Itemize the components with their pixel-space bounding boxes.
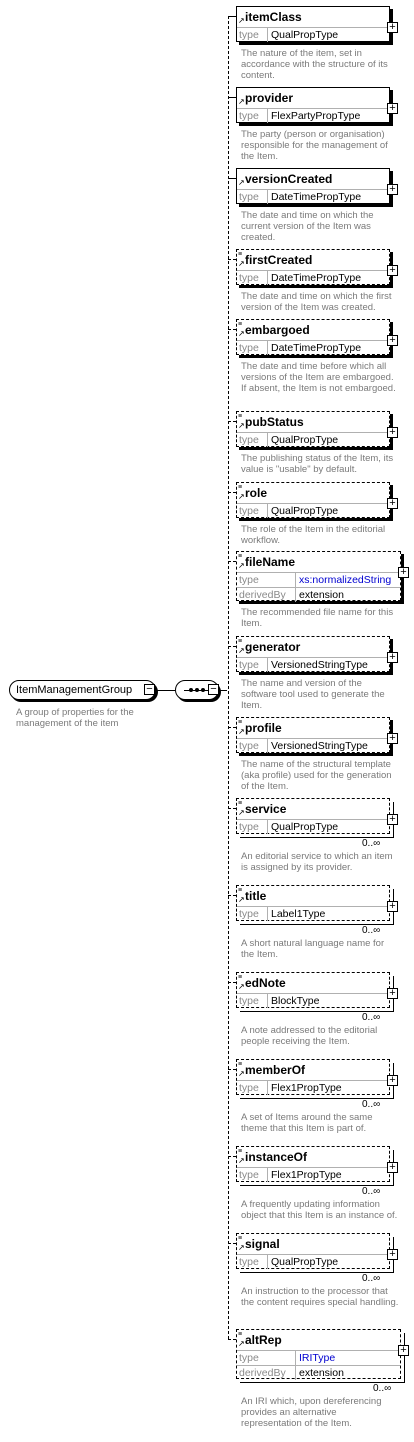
occurrence-label: 0..∞ — [362, 1099, 381, 1110]
element-role[interactable] — [236, 482, 390, 518]
element-connector — [228, 421, 236, 422]
type-label: type — [237, 433, 268, 447]
element-connector — [228, 561, 236, 562]
child-element-icon: ↗ — [238, 259, 245, 268]
element-connector — [228, 1243, 236, 1244]
element-description: An instruction to the processor that the content requires special handling. — [241, 1286, 399, 1308]
type-label: type — [237, 271, 268, 285]
expand-icon[interactable]: + — [387, 184, 398, 195]
expand-icon[interactable]: + — [387, 901, 398, 912]
optional-marker-icon: ≡ — [238, 800, 242, 807]
element-description: A short natural language name for the Item. — [241, 938, 385, 960]
child-element-icon: ↗ — [238, 16, 245, 25]
element-name: embargoed — [245, 323, 310, 337]
type-row — [237, 270, 389, 285]
derived-value: extension — [299, 1367, 344, 1379]
element-name: provider — [245, 91, 294, 105]
type-label: type — [237, 109, 268, 123]
child-element-icon: ↗ — [238, 561, 245, 570]
expand-icon[interactable]: + — [387, 652, 398, 663]
type-row — [237, 1167, 389, 1182]
element-description: A set of Items around the same theme that this Item is part of. — [241, 1112, 373, 1134]
child-element-icon: ↗ — [238, 727, 245, 736]
child-element-icon: ↗ — [238, 329, 245, 338]
type-value: DateTimePropType — [271, 342, 362, 354]
element-connector — [228, 727, 236, 728]
element-versionCreated[interactable] — [236, 168, 390, 204]
child-element-icon: ↗ — [238, 982, 245, 991]
type-label: type — [237, 739, 268, 753]
element-name: firstCreated — [245, 253, 313, 267]
type-row — [237, 340, 389, 355]
element-altRep[interactable] — [236, 1329, 401, 1379]
collapse-icon[interactable]: − — [144, 684, 155, 695]
element-fileName[interactable] — [236, 551, 401, 601]
optional-marker-icon: ≡ — [238, 413, 242, 420]
type-value: QualPropType — [271, 434, 339, 446]
optional-marker-icon: ≡ — [238, 251, 242, 258]
element-connector — [228, 1339, 236, 1340]
type-label: type — [237, 658, 268, 672]
child-element-icon: ↗ — [238, 1069, 245, 1078]
derived-row — [237, 1365, 400, 1380]
element-description: An IRI which, upon dereferencing provides an alternative representation of the Item. — [241, 1396, 382, 1429]
element-instanceOf[interactable] — [236, 1146, 390, 1182]
occurrence-label: 0..∞ — [362, 1273, 381, 1284]
element-edNote[interactable] — [236, 972, 390, 1008]
optional-marker-icon: ≡ — [238, 321, 242, 328]
child-element-icon: ↗ — [238, 1156, 245, 1165]
occurrence-label: 0..∞ — [362, 838, 381, 849]
expand-icon[interactable]: + — [387, 988, 398, 999]
expand-icon[interactable]: + — [387, 427, 398, 438]
element-connector — [228, 16, 236, 17]
type-label: type — [237, 573, 296, 587]
element-profile[interactable] — [236, 717, 390, 753]
element-itemClass[interactable] — [236, 6, 390, 42]
element-generator[interactable] — [236, 636, 390, 672]
element-description: A note addressed to the editorial people receiving the Item. — [241, 1025, 378, 1047]
group-node[interactable] — [9, 680, 156, 700]
element-service[interactable] — [236, 798, 390, 834]
element-description: The date and time on which the current version of the Item was created. — [241, 210, 374, 243]
derived-label: derivedBy — [237, 1366, 296, 1380]
element-connector — [228, 492, 236, 493]
optional-marker-icon: ≡ — [238, 1148, 242, 1155]
child-element-icon: ↗ — [238, 1243, 245, 1252]
element-connector — [228, 1156, 236, 1157]
expand-icon[interactable]: + — [387, 103, 398, 114]
child-element-icon: ↗ — [238, 1339, 245, 1348]
element-description: The date and time on which the first version of the Item was created. — [241, 291, 392, 313]
optional-marker-icon: ≡ — [238, 553, 242, 560]
type-row — [237, 738, 389, 753]
type-value: DateTimePropType — [271, 191, 362, 203]
optional-marker-icon: ≡ — [238, 974, 242, 981]
element-embargoed[interactable] — [236, 319, 390, 355]
type-label: type — [237, 907, 268, 921]
optional-marker-icon: ≡ — [238, 484, 242, 491]
type-row — [237, 572, 400, 587]
expand-icon[interactable]: + — [387, 1162, 398, 1173]
derived-row — [237, 587, 400, 602]
type-row — [237, 27, 389, 42]
type-row — [237, 432, 389, 447]
type-row — [237, 993, 389, 1008]
element-connector — [228, 1069, 236, 1070]
derived-value: extension — [299, 589, 344, 601]
element-name: service — [245, 802, 287, 816]
expand-icon[interactable]: + — [387, 265, 398, 276]
type-row — [237, 503, 389, 518]
element-description: The role of the Item in the editorial workflow. — [241, 524, 386, 546]
occurrence-label: 0..∞ — [373, 1383, 392, 1394]
element-name: altRep — [245, 1333, 282, 1347]
element-connector — [228, 178, 236, 179]
type-label: type — [237, 1255, 268, 1269]
type-row — [237, 657, 389, 672]
occurrence-label: 0..∞ — [362, 1186, 381, 1197]
type-value: Flex1PropType — [271, 1082, 342, 1094]
type-value: BlockType — [271, 995, 320, 1007]
element-description: The recommended file name for this Item. — [241, 607, 394, 629]
element-connector — [228, 97, 236, 98]
type-label: type — [237, 820, 268, 834]
type-label: type — [237, 504, 268, 518]
element-description: An editorial service to which an item is assigned by its provider. — [241, 851, 393, 873]
expand-icon[interactable]: + — [387, 22, 398, 33]
element-name: title — [245, 889, 267, 903]
optional-marker-icon: ≡ — [238, 1235, 242, 1242]
element-connector — [228, 259, 236, 260]
optional-marker-icon: ≡ — [238, 638, 242, 645]
element-name: memberOf — [245, 1063, 306, 1077]
type-row — [237, 1080, 389, 1095]
element-description: The nature of the item, set in accordance with the structure of its content. — [241, 48, 388, 81]
element-description: The name and version of the software tool used to generate the Item. — [241, 678, 385, 711]
type-row — [237, 1254, 389, 1269]
element-connector — [228, 895, 236, 896]
element-name: role — [245, 486, 268, 500]
sequence-dot — [195, 688, 199, 692]
child-element-icon: ↗ — [238, 421, 245, 430]
type-value: Label1Type — [271, 908, 326, 920]
type-label: type — [237, 1081, 268, 1095]
type-label: type — [237, 1168, 268, 1182]
type-label: type — [237, 28, 268, 42]
type-value: VersionedStringType — [271, 740, 368, 752]
element-name: pubStatus — [245, 415, 304, 429]
element-connector — [228, 808, 236, 809]
type-row — [237, 1350, 400, 1365]
expand-icon[interactable]: + — [387, 335, 398, 346]
sequence-collapse-icon[interactable]: − — [208, 684, 219, 695]
sequence-connector — [219, 690, 227, 691]
expand-icon[interactable]: + — [398, 567, 409, 578]
sequence-dot — [201, 688, 205, 692]
element-name: itemClass — [245, 10, 302, 24]
expand-icon[interactable]: + — [387, 814, 398, 825]
element-connector — [228, 329, 236, 330]
element-description: A frequently updating information object that this Item is an instance of. — [241, 1199, 398, 1221]
type-label: type — [237, 341, 268, 355]
element-name: versionCreated — [245, 172, 333, 186]
element-pubStatus[interactable] — [236, 411, 390, 447]
type-label: type — [237, 994, 268, 1008]
type-value: Flex1PropType — [271, 1169, 342, 1181]
element-name: edNote — [245, 976, 286, 990]
type-row — [237, 906, 389, 921]
element-name: instanceOf — [245, 1150, 308, 1164]
type-value: IRIType — [299, 1352, 336, 1364]
optional-marker-icon: ≡ — [238, 719, 242, 726]
occurrence-label: 0..∞ — [362, 925, 381, 936]
type-value: QualPropType — [271, 505, 339, 517]
optional-marker-icon: ≡ — [238, 1331, 242, 1338]
element-name: generator — [245, 640, 301, 654]
type-value: QualPropType — [271, 821, 339, 833]
type-value: xs:normalizedString — [299, 574, 392, 586]
optional-marker-icon: ≡ — [238, 1061, 242, 1068]
type-value: QualPropType — [271, 29, 339, 41]
expand-icon[interactable]: + — [398, 1345, 409, 1356]
child-element-icon: ↗ — [238, 895, 245, 904]
group-name: ItemManagementGroup — [16, 684, 133, 696]
element-name: profile — [245, 721, 282, 735]
child-element-icon: ↗ — [238, 808, 245, 817]
element-name: signal — [245, 1237, 280, 1251]
child-element-icon: ↗ — [238, 646, 245, 655]
element-description: The party (person or organisation) responsible for the management of the Item. — [241, 129, 388, 162]
element-name: fileName — [245, 555, 296, 569]
type-row — [237, 108, 389, 123]
type-value: FlexPartyPropType — [271, 110, 361, 122]
derived-label: derivedBy — [237, 588, 296, 602]
element-description: The publishing status of the Item, its value is "usable" by default. — [241, 453, 394, 475]
occurrence-label: 0..∞ — [362, 1012, 381, 1023]
type-value: VersionedStringType — [271, 659, 368, 671]
type-row — [237, 819, 389, 834]
sequence-dot — [189, 688, 193, 692]
element-connector — [228, 982, 236, 983]
element-connector — [228, 646, 236, 647]
group-description: A group of properties for the management of the item — [16, 707, 134, 729]
element-memberOf[interactable] — [236, 1059, 390, 1095]
type-value: QualPropType — [271, 1256, 339, 1268]
type-label: type — [237, 1351, 296, 1365]
element-signal[interactable] — [236, 1233, 390, 1269]
spine-line — [228, 16, 229, 1339]
child-element-icon: ↗ — [238, 492, 245, 501]
type-value: DateTimePropType — [271, 272, 362, 284]
child-element-icon: ↗ — [238, 178, 245, 187]
expand-icon[interactable]: + — [387, 733, 398, 744]
element-title[interactable] — [236, 885, 390, 921]
expand-icon[interactable]: + — [387, 498, 398, 509]
element-description: The name of the structural template (aka profile) used for the generation of the Item. — [241, 759, 392, 792]
child-element-icon: ↗ — [238, 97, 245, 106]
optional-marker-icon: ≡ — [238, 887, 242, 894]
expand-icon[interactable]: + — [387, 1249, 398, 1260]
element-description: The date and time before which all versions of the Item are embargoed. If absent, the Item is not embargoed. — [241, 361, 396, 394]
type-row — [237, 189, 389, 204]
group-connector — [156, 690, 175, 691]
element-provider[interactable] — [236, 87, 390, 123]
expand-icon[interactable]: + — [387, 1075, 398, 1086]
element-firstCreated[interactable] — [236, 249, 390, 285]
type-label: type — [237, 190, 268, 204]
